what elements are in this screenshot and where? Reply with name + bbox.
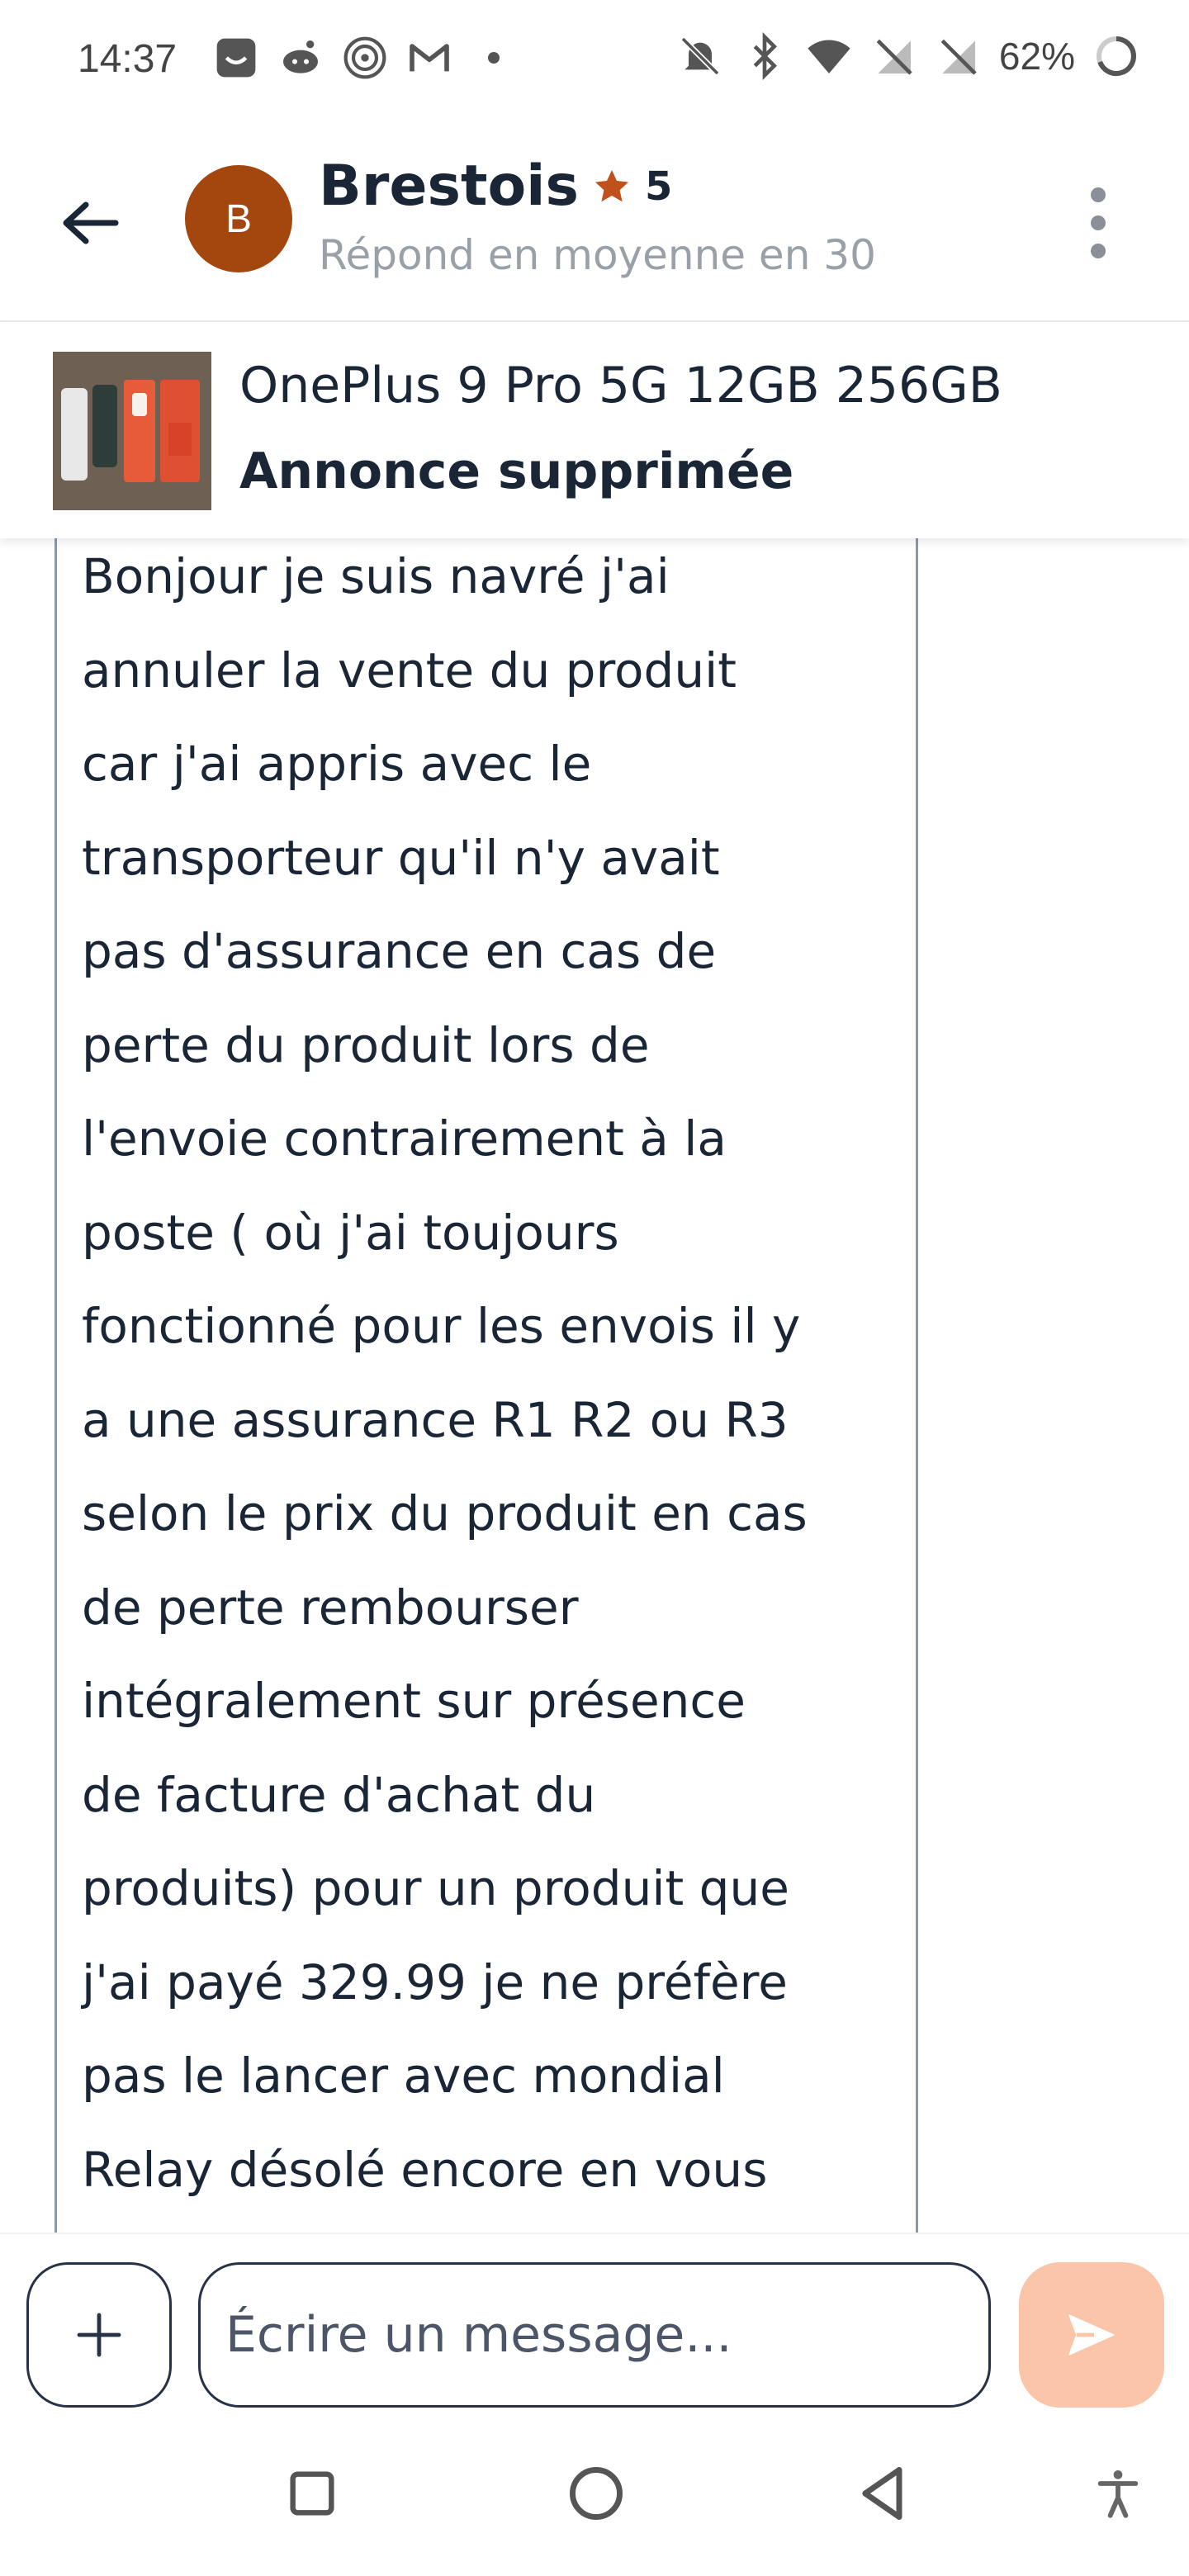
- home-button[interactable]: [555, 2452, 637, 2535]
- status-left-icons: [213, 35, 517, 81]
- status-time: 14:37: [78, 37, 178, 81]
- listing-status: Annonce supprimée: [239, 443, 794, 500]
- send-button[interactable]: [1019, 2262, 1164, 2408]
- tasker-icon: [213, 35, 259, 81]
- dot-icon: [471, 35, 517, 81]
- home-icon: [565, 2462, 628, 2525]
- accessibility-button[interactable]: [1077, 2452, 1159, 2535]
- wifi-icon: [806, 33, 852, 79]
- status-right-icons: [677, 33, 1139, 79]
- message-list[interactable]: [0, 538, 1189, 2233]
- back-triangle-icon: [852, 2462, 915, 2525]
- accessibility-icon: [1092, 2467, 1144, 2520]
- recents-button[interactable]: [271, 2452, 353, 2535]
- bluetooth-icon: [741, 33, 788, 79]
- plus-icon: [73, 2308, 126, 2361]
- reddit-icon: [277, 35, 324, 81]
- response-time: Répond en moyenne en 30: [319, 231, 876, 279]
- gmail-icon: [406, 35, 452, 81]
- listing-thumbnail[interactable]: [53, 352, 211, 510]
- message-input[interactable]: [198, 2262, 991, 2408]
- conversation-header: [0, 124, 1189, 322]
- avatar[interactable]: B: [185, 165, 292, 272]
- recents-icon: [283, 2465, 341, 2522]
- send-icon: [1062, 2305, 1121, 2365]
- phone-product-image: [53, 352, 211, 510]
- battery-icon: [1093, 33, 1139, 79]
- back-arrow-icon[interactable]: [50, 182, 132, 264]
- back-nav-button[interactable]: [842, 2452, 925, 2535]
- listing-banner[interactable]: [0, 324, 1189, 538]
- podcast-icon: [342, 35, 388, 81]
- no-sim-icon: [870, 33, 917, 79]
- more-options-icon[interactable]: [1082, 182, 1115, 264]
- star-icon: [592, 167, 632, 206]
- user-name[interactable]: Brestois: [319, 154, 579, 219]
- system-nav-bar: [0, 2411, 1189, 2576]
- user-name-row[interactable]: [319, 154, 672, 219]
- compose-bar: [0, 2233, 1189, 2411]
- message-bubble[interactable]: [54, 514, 918, 2330]
- status-bar: [0, 0, 1189, 124]
- battery-percent: 62%: [998, 35, 1075, 78]
- message-text: Bonjour je suis navré j'ai annuler la vente du produit car j'ai appris avec le transporteur qu'il n'y avait pas d'assurance en cas de perte du produit lors de l'envoie contrairement à la poste ( où j'ai toujours fonctionné pour les envois il y a une assurance R1 R2 ou R3 selon le prix du produit en cas de perte rembourser intégralement sur présence de facture d'achat du produits) pour un produit que j'ai payé 329.99 je ne préfère pas le lancer avec mondial Relay désolé encore en vous: [82, 548, 808, 2198]
- mute-icon: [677, 33, 723, 79]
- no-sim-icon: [935, 33, 981, 79]
- listing-title[interactable]: OnePlus 9 Pro 5G 12GB 256GB: [239, 357, 1002, 414]
- user-rating: 5: [644, 163, 673, 210]
- add-attachment-button[interactable]: [26, 2262, 172, 2408]
